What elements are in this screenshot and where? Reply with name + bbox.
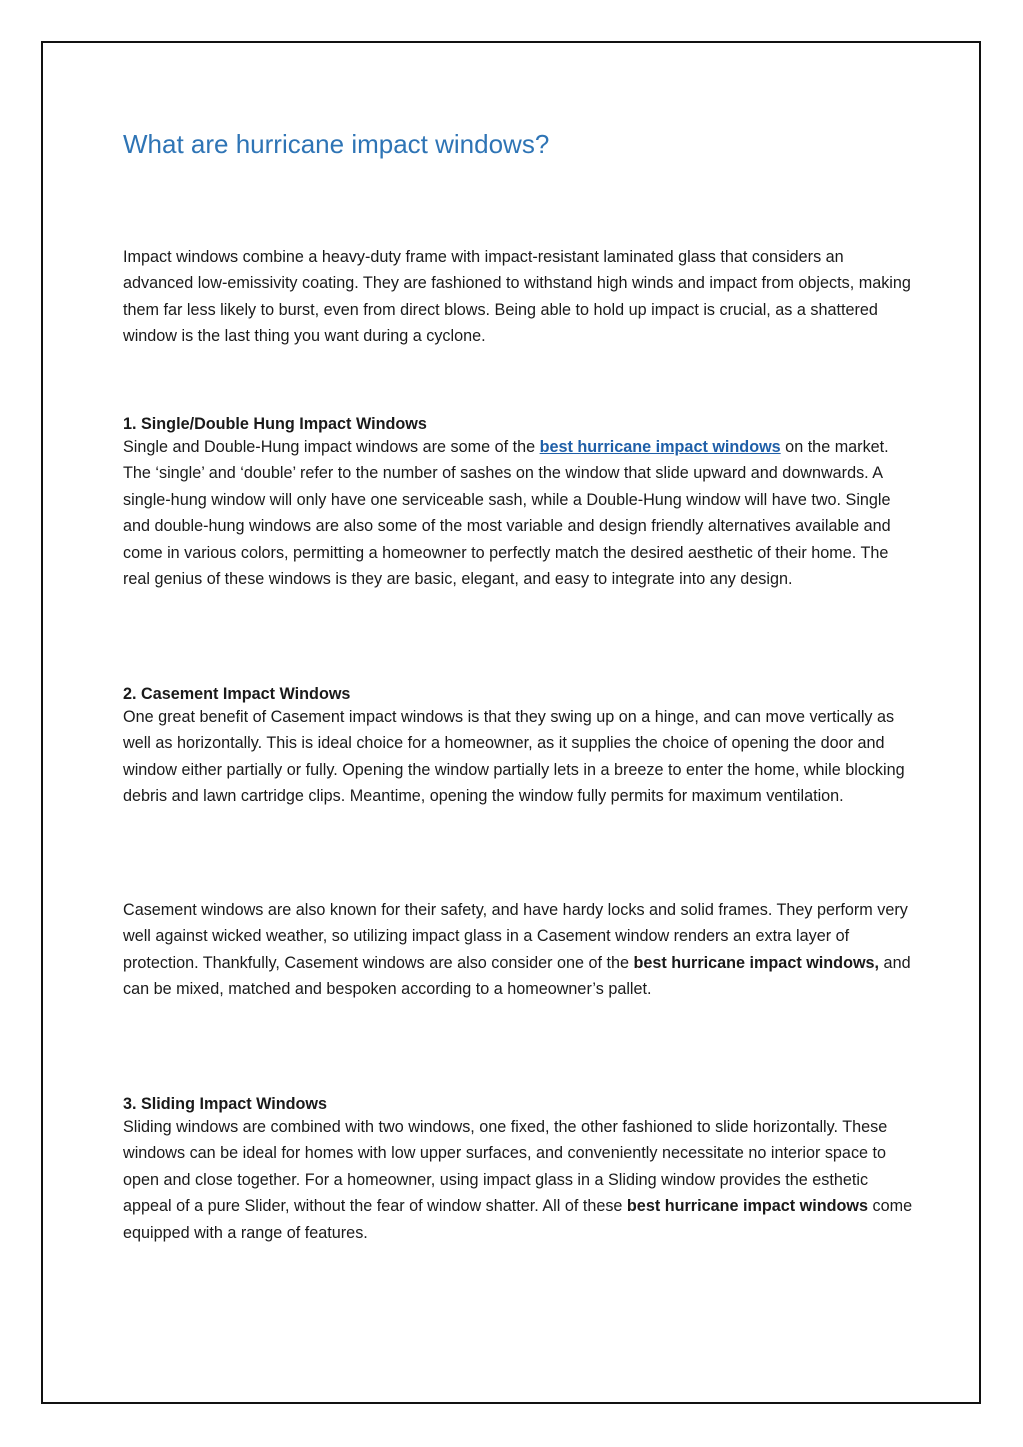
best-hurricane-impact-windows-link[interactable]: best hurricane impact windows: [539, 438, 781, 456]
intro-paragraph: Impact windows combine a heavy-duty frame with impact-resistant laminated glass that considers an advanced low-emissivity coating. They are fashioned to withstand high winds and impact from objects, making them far less likely to burst, even from direct blows. Being able to hold up impact is crucial, as a shattered window is the last thing you want during a cyclone.: [123, 248, 911, 346]
section-2-heading: 2. Casement Impact Windows: [123, 685, 351, 703]
section-2-text-start: Casement windows are also known for their safety, and have hardy locks and solid frames. They perform very well against wicked weather, so utilizing impact glass in a Casement window renders an extra layer of protection. Thankfully, Casement windows are also consider one of the: [123, 901, 908, 972]
section-1-text-end: on the market. The ‘single’ and ‘double’ refer to the number of sashes on the window that slide upward and downwards. A single-hung window will only have one serviceable sash, while a Double-Hung window will have two. Single and double-hung windows are also some of the most variable and design friendly alternatives available and come in various colors, permitting a homeowner to perfectly match the desired aesthetic of their home. The real genius of these windows is they are basic, elegant, and easy to integrate into any design.: [123, 438, 891, 589]
section-1-text-start: Single and Double-Hung impact windows are some of the: [123, 438, 540, 456]
section-3-heading: 3. Sliding Impact Windows: [123, 1095, 328, 1113]
page-title: What are hurricane impact windows?: [123, 129, 550, 159]
section-3-text-end: come equipped with a range of features.: [123, 1197, 913, 1242]
section-1-heading: 1. Single/Double Hung Impact Windows: [123, 415, 427, 433]
section-2-paragraph-1: One great benefit of Casement impact windows is that they swing up on a hinge, and can move vertically as well as horizontally. This is ideal choice for a homeowner, as it supplies the choice of opening the door and window either partially or fully. Opening the window partially lets in a breeze to enter the home, while blocking debris and lawn cartridge clips. Meantime, opening the window fully permits for maximum ventilation.: [123, 708, 905, 806]
section-3-bold-phrase: best hurricane impact windows: [626, 1197, 868, 1216]
section-3-text-start: Sliding windows are combined with two windows, one fixed, the other fashioned to slide horizontally. These windows can be ideal for homes with low upper surfaces, and conveniently necessitate no interior space to open and close together. For a homeowner, using impact glass in a Sliding window provides the esthetic appeal of a pure Slider, without the fear of window shatter. All of these: [123, 1118, 888, 1216]
section-3-paragraph: [123, 1114, 913, 1246]
section-2-bold-phrase: best hurricane impact windows,: [633, 953, 880, 972]
section-2-text-end: and can be mixed, matched and bespoken according to a homeowner’s pallet.: [123, 953, 911, 999]
section-1-paragraph: [123, 434, 913, 592]
section-2-paragraph-2: [123, 897, 913, 1003]
